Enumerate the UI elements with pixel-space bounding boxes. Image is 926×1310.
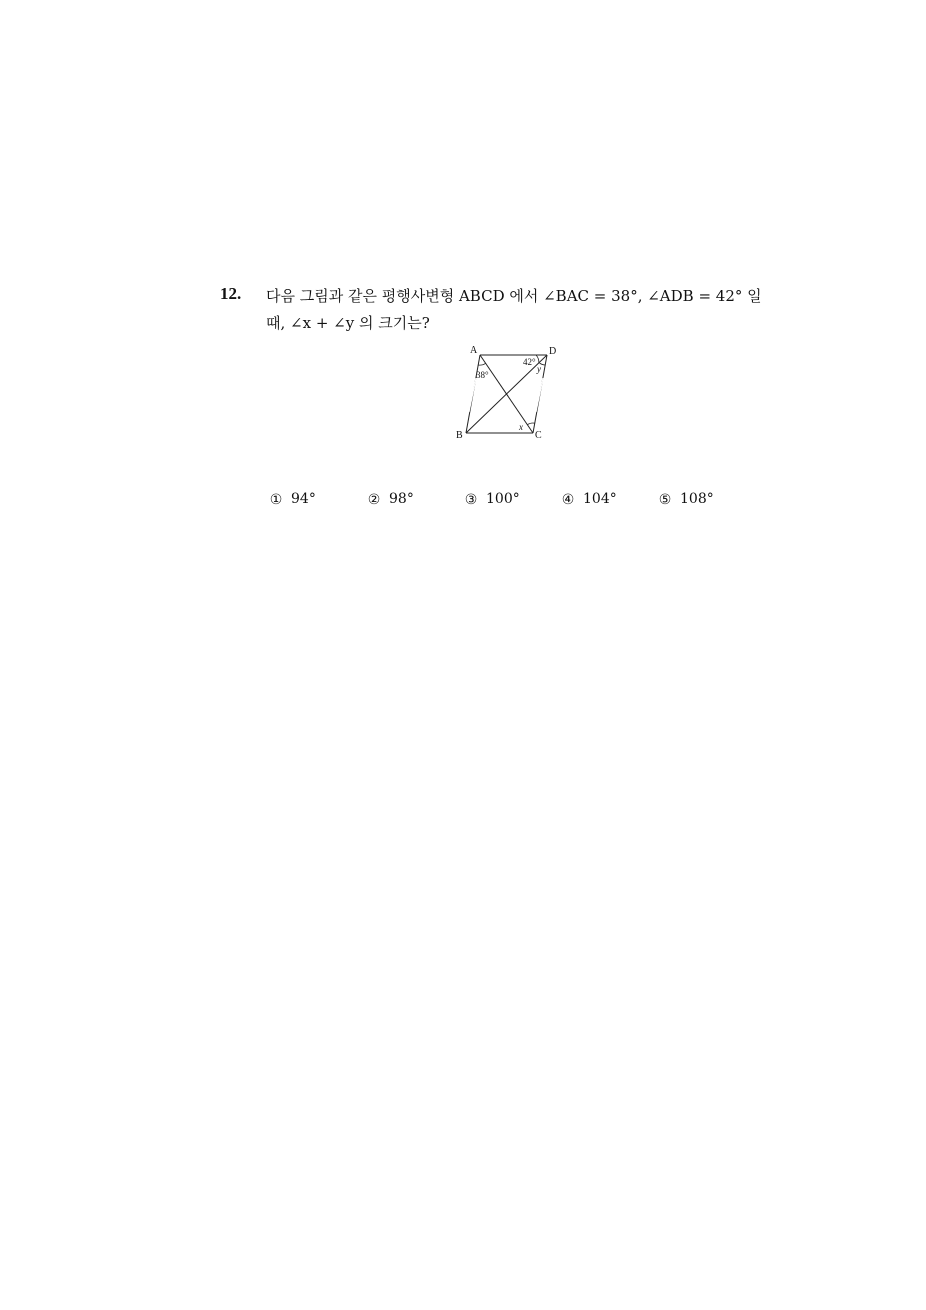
vertex-label-a: A (470, 345, 478, 356)
choice-3-value: 100° (486, 491, 520, 507)
question-number: 12. (220, 284, 242, 303)
question-text-line-2: 때, ∠x + ∠y 의 크기는? (266, 314, 430, 332)
choice-4-value: 104° (583, 491, 617, 507)
choice-3[interactable] (463, 489, 520, 509)
parallelogram-diagram (448, 340, 578, 450)
angle-arc-bac (478, 363, 485, 365)
angle-label-adb: 42° (523, 357, 536, 367)
choice-1-value: 94° (291, 491, 316, 507)
parallelogram-figure (448, 340, 578, 450)
vertex-label-d: D (549, 346, 557, 357)
answer-choices (268, 489, 768, 513)
choice-1[interactable] (268, 489, 316, 509)
choice-2-marker: ② (367, 492, 381, 508)
choice-1-marker: ① (269, 492, 283, 508)
choice-4[interactable] (560, 489, 617, 509)
choice-5[interactable] (657, 489, 714, 509)
angle-label-x: x (519, 422, 523, 432)
choice-2-value: 98° (389, 491, 414, 507)
choice-3-marker: ③ (464, 492, 478, 508)
vertex-label-c: C (535, 430, 542, 441)
choice-5-marker: ⑤ (658, 492, 672, 508)
angle-arc-adb (536, 355, 539, 363)
choice-5-value: 108° (680, 491, 714, 507)
side-dc-mark (536, 378, 543, 412)
angle-label-y: y (537, 364, 541, 374)
side-ab-mark (469, 378, 476, 412)
choice-4-marker: ④ (561, 492, 575, 508)
choice-2[interactable] (366, 489, 414, 509)
question-text-line-1: 다음 그림과 같은 평행사변형 ABCD 에서 ∠BAC = 38°, ∠ADB = 42° 일 (266, 287, 762, 305)
angle-label-bac: 38° (476, 370, 489, 380)
vertex-label-b: B (456, 430, 463, 441)
angle-arc-x (527, 423, 535, 425)
